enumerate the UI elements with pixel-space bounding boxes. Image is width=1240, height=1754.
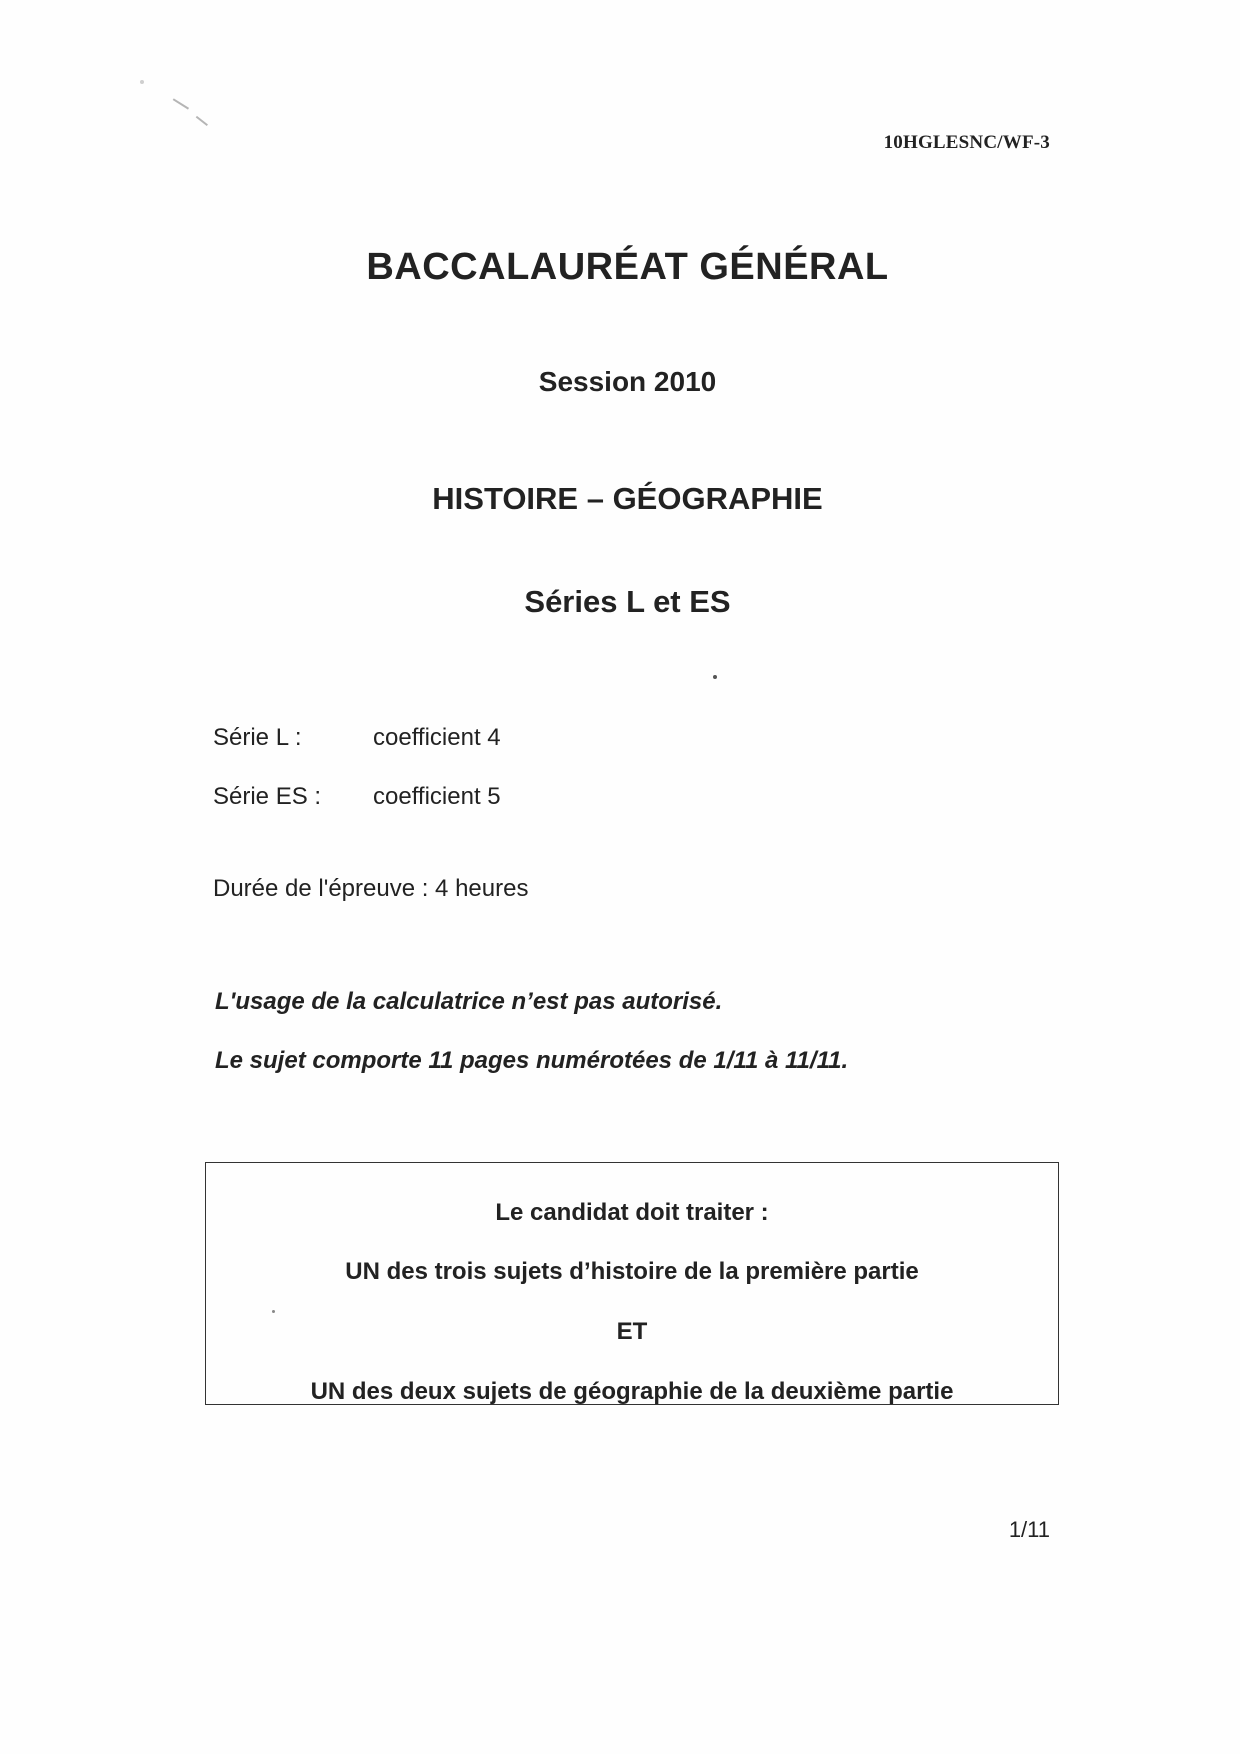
instructions-heading: Le candidat doit traiter : xyxy=(495,1199,769,1226)
coefficient-value: coefficient 5 xyxy=(373,783,501,810)
session-year: Session 2010 xyxy=(538,366,717,397)
series-title: Séries L et ES xyxy=(524,584,731,619)
reference-code: 10HGLESNC/WF-3 xyxy=(883,132,1050,153)
page-number: 1/11 xyxy=(1008,1517,1050,1542)
scan-speck xyxy=(173,98,189,109)
instructions-connector: ET xyxy=(616,1318,648,1345)
scan-speck xyxy=(140,80,144,84)
scan-speck xyxy=(713,675,717,679)
instructions-geography-choice: UN des deux sujets de géographie de la deuxième partie xyxy=(310,1378,954,1405)
calculator-notice: L'usage de la calculatrice n’est pas autorisé. xyxy=(215,988,723,1015)
instructions-history-choice: UN des trois sujets d’histoire de la première partie xyxy=(345,1258,919,1285)
coefficient-row-serie-es xyxy=(213,783,501,811)
coefficient-label: Série L : xyxy=(213,724,302,751)
exam-duration: Durée de l'épreuve : 4 heures xyxy=(213,875,529,902)
page-count-notice: Le sujet comporte 11 pages numérotées de 1/11 à 11/11. xyxy=(215,1047,849,1074)
instructions-box xyxy=(205,1162,1059,1405)
coefficient-label: Série ES : xyxy=(213,783,322,810)
scan-speck xyxy=(196,116,208,126)
subject-title: HISTOIRE – GÉOGRAPHIE xyxy=(432,481,823,516)
coefficient-value: coefficient 4 xyxy=(373,724,501,751)
exam-title: BACCALAURÉAT GÉNÉRAL xyxy=(366,246,889,288)
coefficient-row-serie-l xyxy=(213,724,501,752)
